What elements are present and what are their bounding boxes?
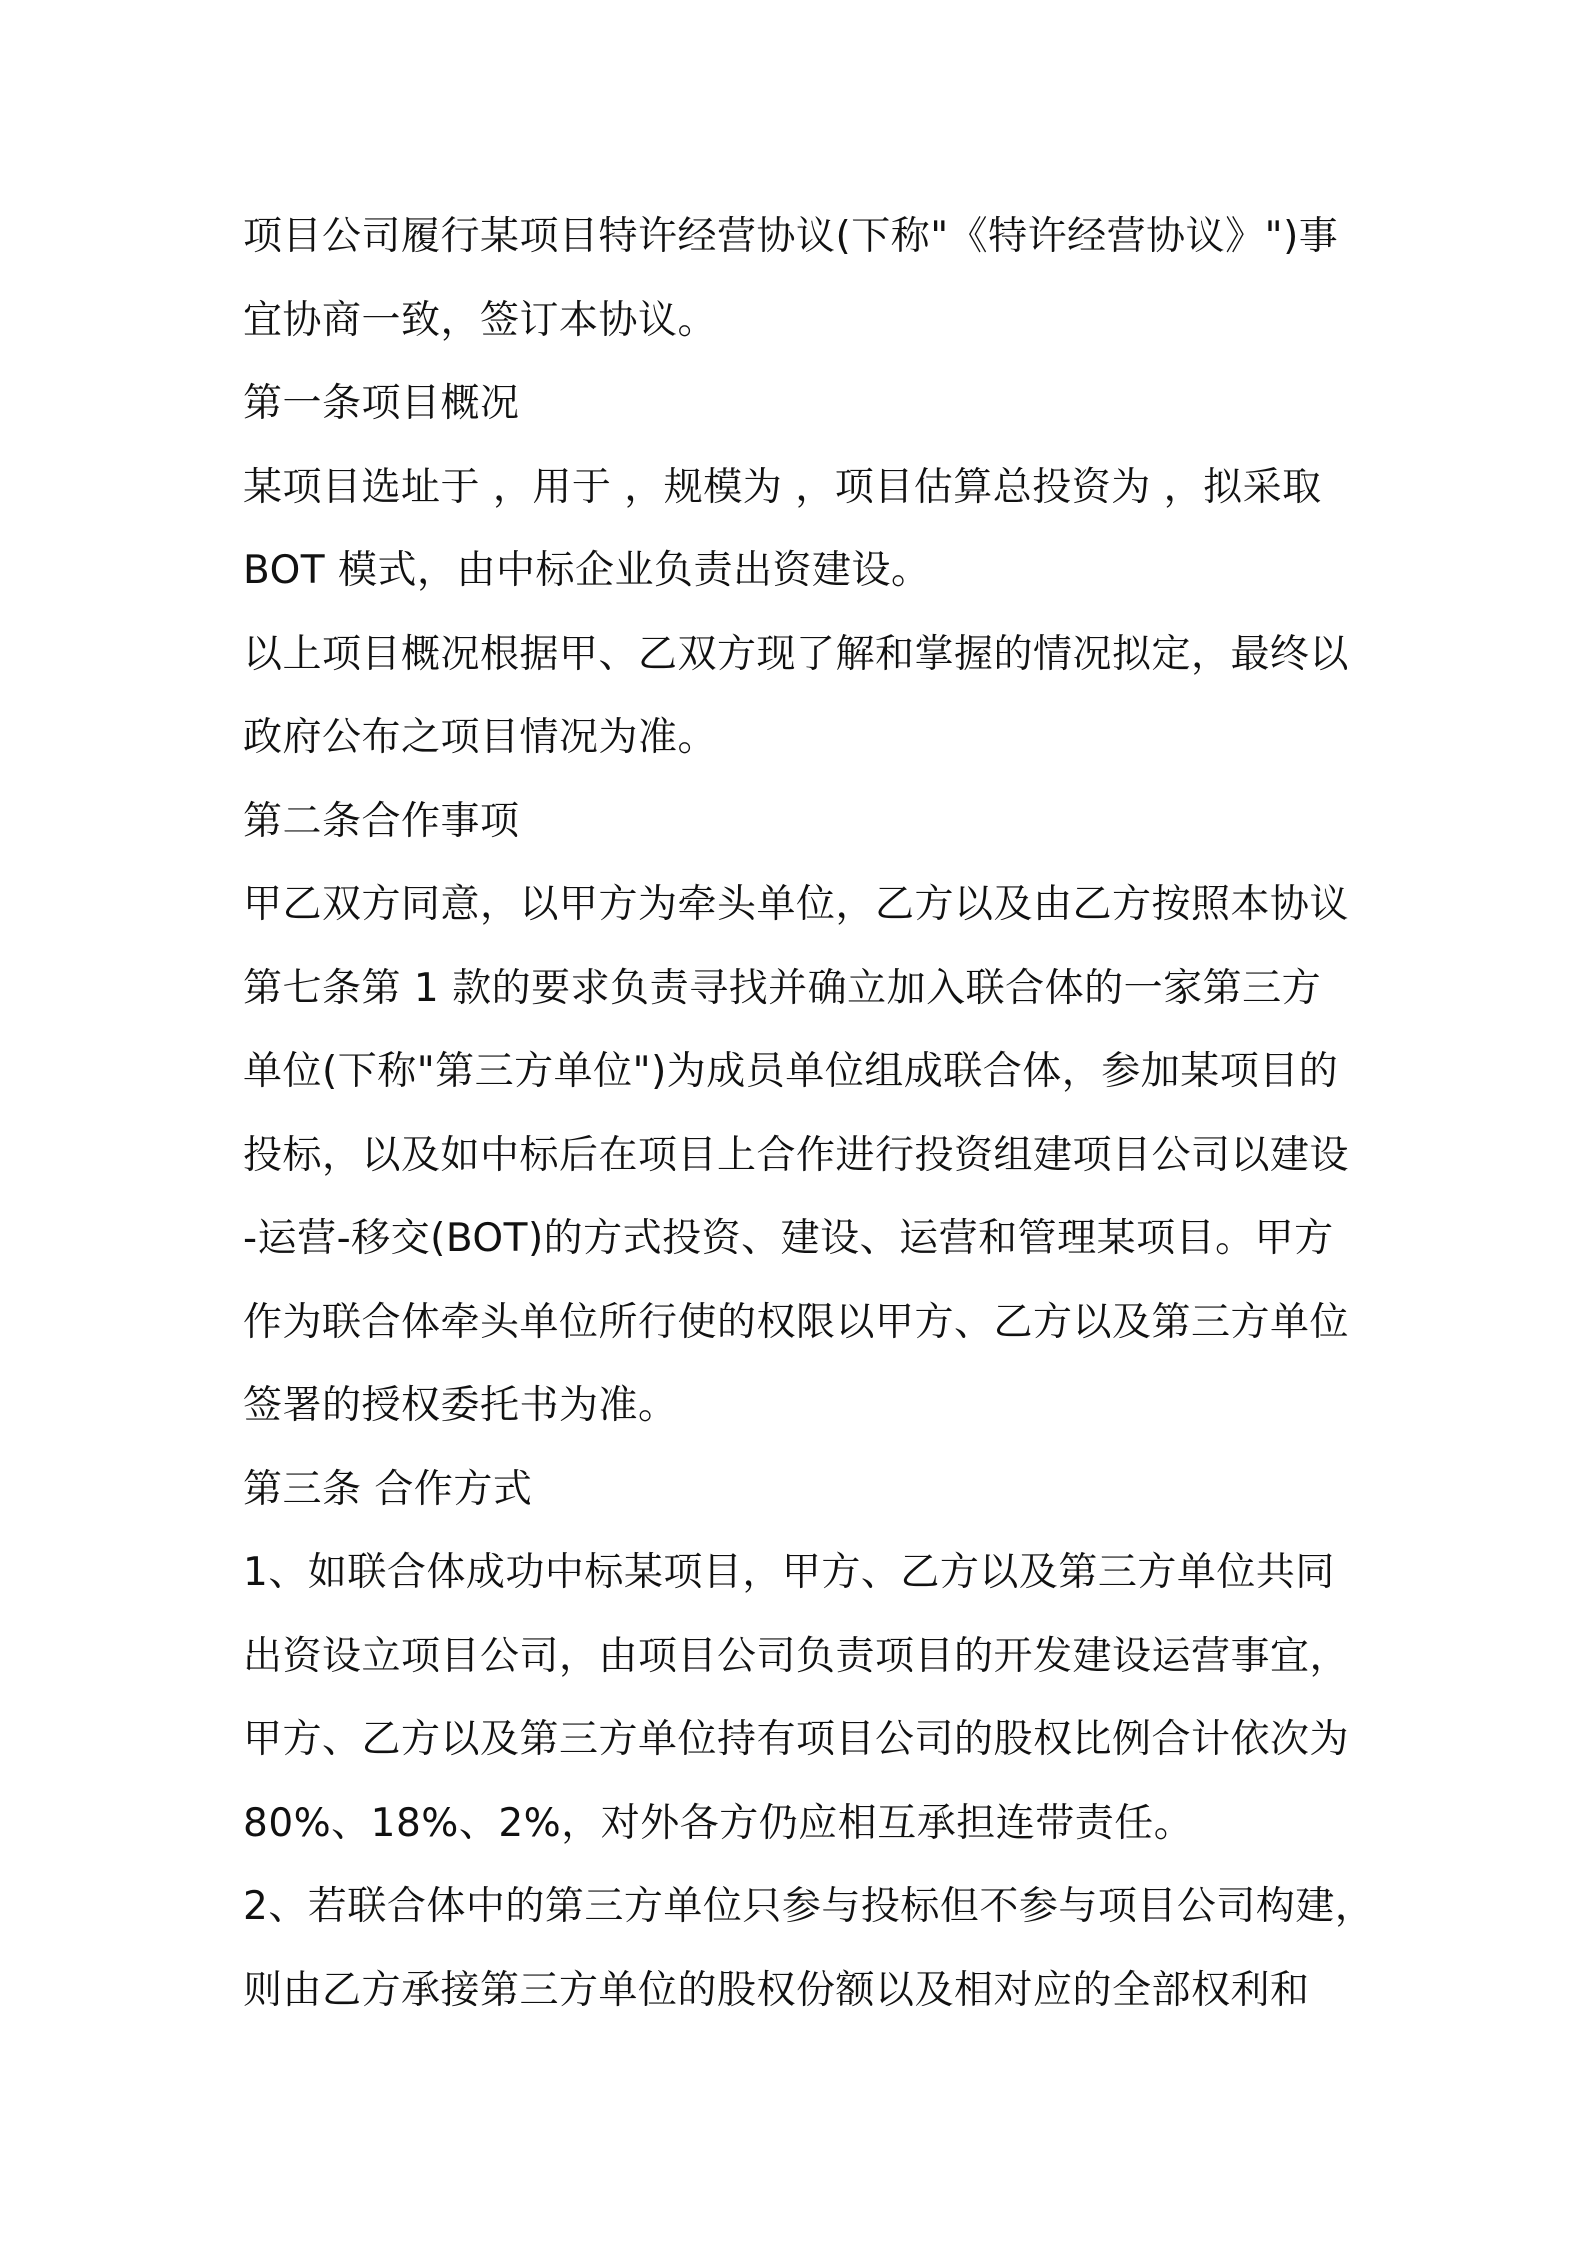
text-line: 甲乙双方同意，以甲方为牵头单位，乙方以及由乙方按照本协议	[243, 882, 1350, 927]
text-line: 某项目选址于 ，用于 ，规模为 ，项目估算总投资为 ，拟采取	[243, 464, 1322, 510]
text-line: 签署的授权委托书为准。	[243, 1383, 678, 1428]
text-line: 作为联合体牵头单位所行使的权限以甲方、乙方以及第三方单位	[243, 1299, 1350, 1345]
text-line: 投标，以及如中标后在项目上合作进行投资组建项目公司以建设	[243, 1132, 1350, 1178]
text-line: 政府公布之项目情况为准。	[243, 715, 718, 760]
text-line: 2、若联合体中的第三方单位只参与投标但不参与项目公司构建，	[243, 1884, 1375, 1929]
text-line: 出资设立项目公司，由项目公司负责项目的开发建设运营事宜，	[243, 1633, 1350, 1679]
text-line: 1、如联合体成功中标某项目，甲方、乙方以及第三方单位共同	[243, 1550, 1335, 1595]
text-line: 项目公司履行某项目特许经营协议(下称"《特许经营协议》")事	[243, 214, 1339, 259]
text-line: 以上项目概况根据甲、乙双方现了解和掌握的情况拟定，最终以	[243, 631, 1350, 677]
section-heading: 第二条合作事项	[243, 798, 520, 844]
document-body	[243, 195, 1375, 2032]
section-heading: 第一条项目概况	[243, 381, 520, 426]
text-line: BOT 模式，由中标企业负责出资建设。	[243, 548, 931, 593]
text-line: 80%、18%、2%，对外各方仍应相互承担连带责任。	[243, 1800, 1194, 1846]
text-line: 甲方、乙方以及第三方单位持有项目公司的股权比例合计依次为	[243, 1717, 1350, 1762]
section-heading: 第三条 合作方式	[243, 1466, 533, 1512]
text-line: 第七条第 1 款的要求负责寻找并确立加入联合体的一家第三方	[243, 965, 1322, 1011]
text-line: -运营-移交(BOT)的方式投资、建设、运营和管理某项目。甲方	[243, 1216, 1334, 1261]
text-line: 宜协商一致，签订本协议。	[243, 297, 718, 343]
text-line: 则由乙方承接第三方单位的股权份额以及相对应的全部权利和	[243, 1967, 1310, 2013]
text-line: 单位(下称"第三方单位")为成员单位组成联合体，参加某项目的	[243, 1049, 1339, 1094]
